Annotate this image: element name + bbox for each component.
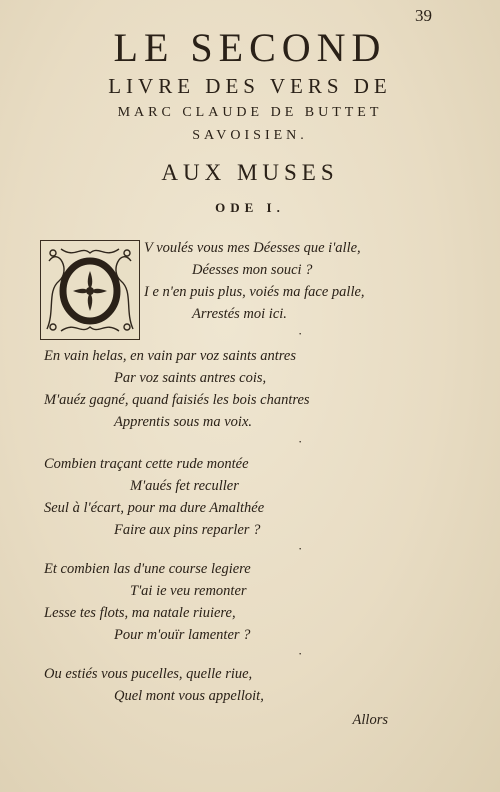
verse-line: Et combien las d'une course legiere — [44, 561, 251, 577]
verse-line: T'ai ie veu remonter — [130, 583, 247, 599]
catchword: Allors — [352, 712, 388, 728]
verse-line: Combien traçant cette rude montée — [44, 456, 249, 472]
stanza-mark: · — [298, 326, 303, 341]
stanza-mark: · — [298, 541, 303, 556]
verse-line: Seul à l'écart, pour ma dure Amalthée — [44, 500, 265, 516]
title-line-2: LIVRE DES VERS DE — [108, 74, 392, 98]
title-line-1: LE SECOND — [113, 25, 387, 70]
verse-line: Quel mont vous appelloit, — [114, 688, 264, 704]
verse-line: Par voz saints antres cois, — [114, 370, 267, 386]
verse-line: Déesses mon souci ? — [192, 262, 313, 278]
title-line-4: SAVOISIEN. — [192, 128, 308, 143]
verse-line: V voulés vous mes Déesses que i'alle, — [144, 240, 361, 256]
verse-line: Faire aux pins reparler ? — [114, 522, 261, 538]
verse-line: Lesse tes flots, ma natale riuiere, — [44, 605, 236, 621]
ode-number: ODE I. — [215, 200, 285, 215]
verse-line: M'auéz gagné, quand faisiés les bois chantres — [44, 392, 310, 408]
ornamental-drop-cap — [40, 240, 140, 340]
stanza-mark: · — [298, 646, 303, 661]
verse-line: Ou estiés vous pucelles, quelle riue, — [44, 666, 253, 682]
verse-line: Pour m'ouïr lamenter ? — [114, 627, 251, 643]
verse-line: I e n'en puis plus, voiés ma face palle, — [144, 284, 365, 300]
page-number: 39 — [415, 6, 432, 25]
verse-line: En vain helas, en vain par voz saints antres — [44, 348, 296, 364]
stanza-mark: · — [298, 434, 303, 449]
verse-line: Apprentis sous ma voix. — [114, 414, 253, 430]
title-line-3: MARC CLAUDE DE BUTTET — [117, 105, 383, 120]
ode-heading: AUX MUSES — [161, 160, 339, 185]
drop-cap-ornament-icon — [41, 241, 139, 339]
verse-line: M'aués fet reculler — [130, 478, 239, 494]
verse-line: Arrestés moi ici. — [192, 306, 287, 322]
